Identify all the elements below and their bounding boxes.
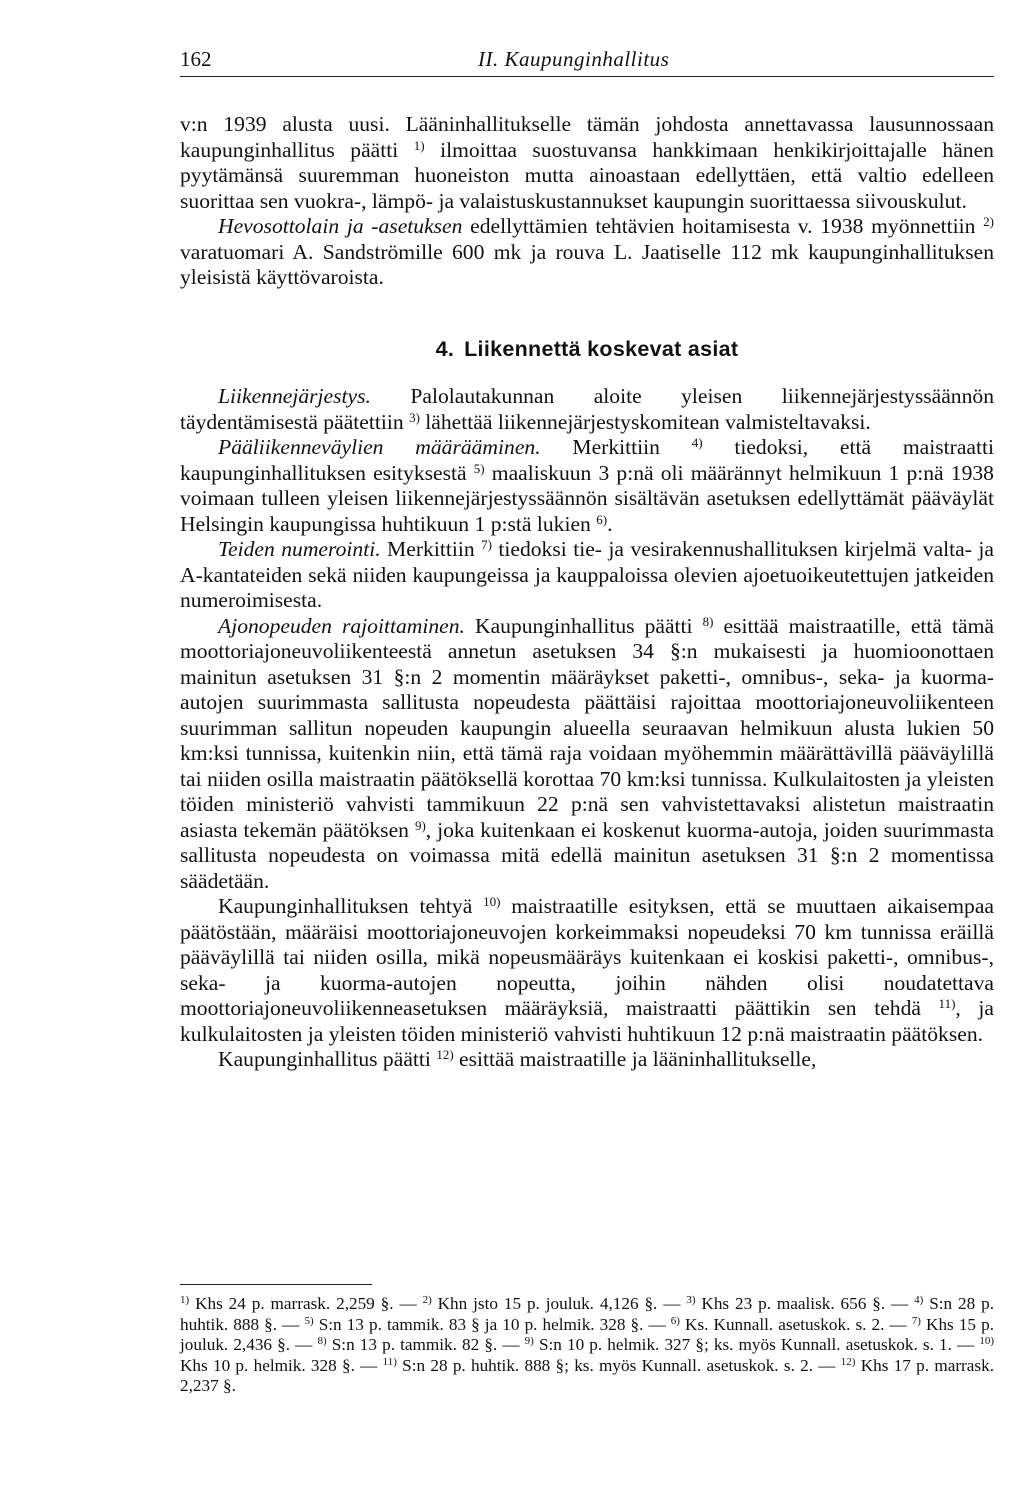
footnote-ref: 10): [979, 1335, 994, 1347]
footnote-ref: 1): [180, 1294, 190, 1306]
paragraph: [180, 384, 994, 435]
footnote-ref: 2): [983, 214, 994, 229]
text-run: , ja kulkulaitosten ja yleisten töiden ministeriö vahvisti huhtikuun 12 p:nä maistraatin päätöksen.: [180, 996, 994, 1046]
paragraph-lead: Liikennejärjestys.: [218, 384, 371, 408]
footnote-ref: 11): [382, 1355, 397, 1368]
running-title: II. Kaupunginhallitus: [478, 47, 670, 71]
text-run: S:n 28 p. huhtik. 888 §; ks. myös Kunnall. asetuskok. s. 2. —: [396, 1355, 841, 1375]
footnote-ref: 4): [914, 1294, 924, 1306]
paragraph-lead: Ajonopeuden rajoittaminen.: [218, 613, 465, 638]
paragraph-lead: Hevosottolain ja -asetuksen: [218, 214, 463, 238]
text-run: Kaupunginhallitus päätti: [464, 613, 703, 638]
footnote-text: [180, 1294, 994, 1397]
footnote-ref: 3): [686, 1294, 696, 1306]
footnote-ref: 11): [938, 996, 956, 1011]
section-paragraphs: [180, 384, 994, 1073]
footnote-ref: 7): [911, 1314, 921, 1327]
text-run: esittää maistraatille, että tämä moottoriajoneuvoliikenteestä annetun asetuksen 34 §:n mukaisesti ja huomioonottaen mainitun asetuksen 31 §:n 2 momentin määräykset paketti-, omnibus-, seka- ja kuorma-autojen suurimmasta sallitusta nopeudesta päättäisi rajoittaa moottoriajoneuvoliikenteen suurimman sallitun nopeuden kaupungin alueella seuraavan helmikuun alusta lukien 50 km:ksi tunnissa, kuitenkin niin, että tämä raja voidaan myöhemmin määrättävillä pääväylillä tai niiden osilla maistraatin päätöksellä korottaa 70 km:ksi tunnissa. Kulkulaitosten ja yleisten töiden ministeriö vahvisti tammikuun 22 p:nä sen vahvistettavaksi alistetun maistraatin asiasta tekemän päätöksen: [180, 613, 994, 842]
text-run: Ks. Kunnall. asetuskok. s. 2. —: [679, 1314, 912, 1334]
paragraph-lead: Pääliikenneväylien määrääminen.: [218, 435, 541, 459]
text-run: maaliskuun 3 p:nä oli määrännyt helmikuun 1 p:nä 1938 voimaan tulleen yleisen liikennejärjestyssäännön sisältävän asetuksen edellyttämät pääväylät Helsingin kaupungissa huhtikuun 1 p:stä lukien: [180, 460, 994, 536]
text-run: tiedoksi tie- ja vesirakennushallituksen kirjelmä valta- ja A-kantateiden sekä niiden kaupungeissa ja kauppaloissa olevien ajoetuoikeutettujen jatkeiden numeroimisesta.: [180, 537, 994, 612]
text-run: Khs 10 p. helmik. 328 §. —: [180, 1355, 383, 1375]
footnote-ref: 6): [670, 1314, 680, 1327]
paragraph: [180, 614, 994, 895]
paragraph-lead: Teiden numerointi.: [218, 537, 381, 561]
section-heading: [180, 337, 994, 363]
footnote-ref: 9): [524, 1335, 534, 1347]
running-header: [180, 46, 994, 77]
text-run: edellyttämien tehtävien hoitamisesta v. 1938 myönnettiin: [462, 214, 984, 238]
section-number: 4.: [435, 336, 455, 361]
text-run: ilmoittaa suostuvansa hankkimaan henkikirjoittajalle hänen pyytämänsä suuremman huoneiston mutta ainoastaan edellyttäen, että valtio edelleen suorittaa sen vuokra-, lämpö- ja valaistuskustannukset kaupungin suorittaessa siivouskulut.: [180, 137, 994, 213]
text-run: Merkittiin: [380, 537, 482, 561]
text-run: varatuomari A. Sandströmille 600 mk ja rouva L. Jaatiselle 112 mk kaupunginhallituksen yleisistä käyttövaroista.: [180, 239, 994, 289]
text-run: Palolautakunnan aloite yleisen liikennejärjestyssäännön täydentämisestä päätettiin: [180, 384, 994, 434]
paragraph: [180, 112, 994, 214]
footnote-ref: 12): [840, 1355, 856, 1368]
text-run: maistraatille esityksen, että se muuttaen aikaisempaa päätöstään, määräisi moottoriajoneuvojen korkeimmaksi nopeudeksi 70 km tunnissa eräillä pääväylillä tai niiden osilla, mikä nopeusmääräys kuitenkaan ei koskisi paketti-, omnibus-, seka- ja kuorma-autojen nopeutta, joihin nähden olisi noudatettava moottoriajoneuvoliikenneasetuksen määräyksiä, maistraatti päättikin sen tehdä: [180, 894, 994, 1020]
text-run: Khs 17 p. marrask. 2,237 §.: [180, 1355, 994, 1395]
page-number: 162: [180, 47, 212, 71]
text-run: Kaupunginhallituksen tehtyä: [218, 894, 484, 918]
text-run: v:n 1939 alusta uusi. Lääninhallitukselle tämän johdosta annettavassa lausunnossaan kaupunginhallitus päätti: [180, 112, 994, 162]
footnote-ref: 4): [691, 435, 703, 450]
text-run: Khs 24 p. marrask. 2,259 §. —: [189, 1294, 423, 1313]
text-run: .: [607, 511, 613, 536]
text-run: Khn jsto 15 p. jouluk. 4,126 §. —: [431, 1294, 687, 1313]
text-run: S:n 13 p. tammik. 83 § ja 10 p. helmik. 328 §. —: [313, 1314, 671, 1334]
text-run: tiedoksi, että maistraatti kaupunginhallituksen esityksestä: [180, 435, 994, 485]
text-run: esittää maistraatille ja lääninhallitukselle,: [453, 1047, 817, 1071]
footnote-ref: 12): [436, 1047, 454, 1062]
footnote-ref: 3): [409, 409, 420, 425]
footnote-ref: 6): [596, 511, 608, 527]
footnote-ref: 9): [414, 817, 426, 833]
footnote-ref: 8): [317, 1335, 327, 1347]
paragraph: [180, 214, 994, 291]
footnote-ref: 5): [473, 460, 485, 476]
text-run: Merkittiin: [540, 435, 692, 459]
paragraph: [180, 1047, 994, 1073]
footnote-ref: 2): [422, 1294, 432, 1306]
footnote-ref: 7): [481, 537, 492, 552]
paragraph: [180, 894, 994, 1047]
footnote-ref: 5): [304, 1314, 314, 1327]
footnotes: [180, 1294, 994, 1397]
text-run: Khs 23 p. maalisk. 656 §. —: [695, 1294, 915, 1313]
section-title: Liikennettä koskevat asiat: [464, 336, 739, 361]
text-run: S:n 10 p. helmik. 327 §; ks. myös Kunnall. asetuskok. s. 1. —: [533, 1335, 980, 1354]
text-run: S:n 28 p. huhtik. 888 §. —: [180, 1294, 995, 1334]
text-run: lähettää liikennejärjestyskomitean valmisteltavaksi.: [419, 409, 871, 434]
intro-paragraphs: [180, 112, 994, 291]
paragraph: [180, 435, 994, 537]
paragraph: [180, 537, 994, 614]
text-run: , joka kuitenkaan ei koskenut kuorma-autoja, joiden suurimmasta sallitusta nopeudesta on voimassa mitä edellä mainitun asetuksen 31 §:n 2 momentissa säädetään.: [180, 817, 995, 893]
footnote-ref: 8): [702, 613, 714, 629]
text-run: S:n 13 p. tammik. 82 §. —: [326, 1335, 525, 1354]
footnote-ref: 1): [413, 137, 425, 153]
text-run: Khs 15 p. jouluk. 2,436 §. —: [180, 1314, 994, 1354]
footnote-ref: 10): [483, 894, 501, 909]
footnote-rule: [180, 1284, 372, 1285]
body-text: [180, 112, 994, 1073]
text-run: Kaupunginhallitus päätti: [218, 1047, 437, 1071]
